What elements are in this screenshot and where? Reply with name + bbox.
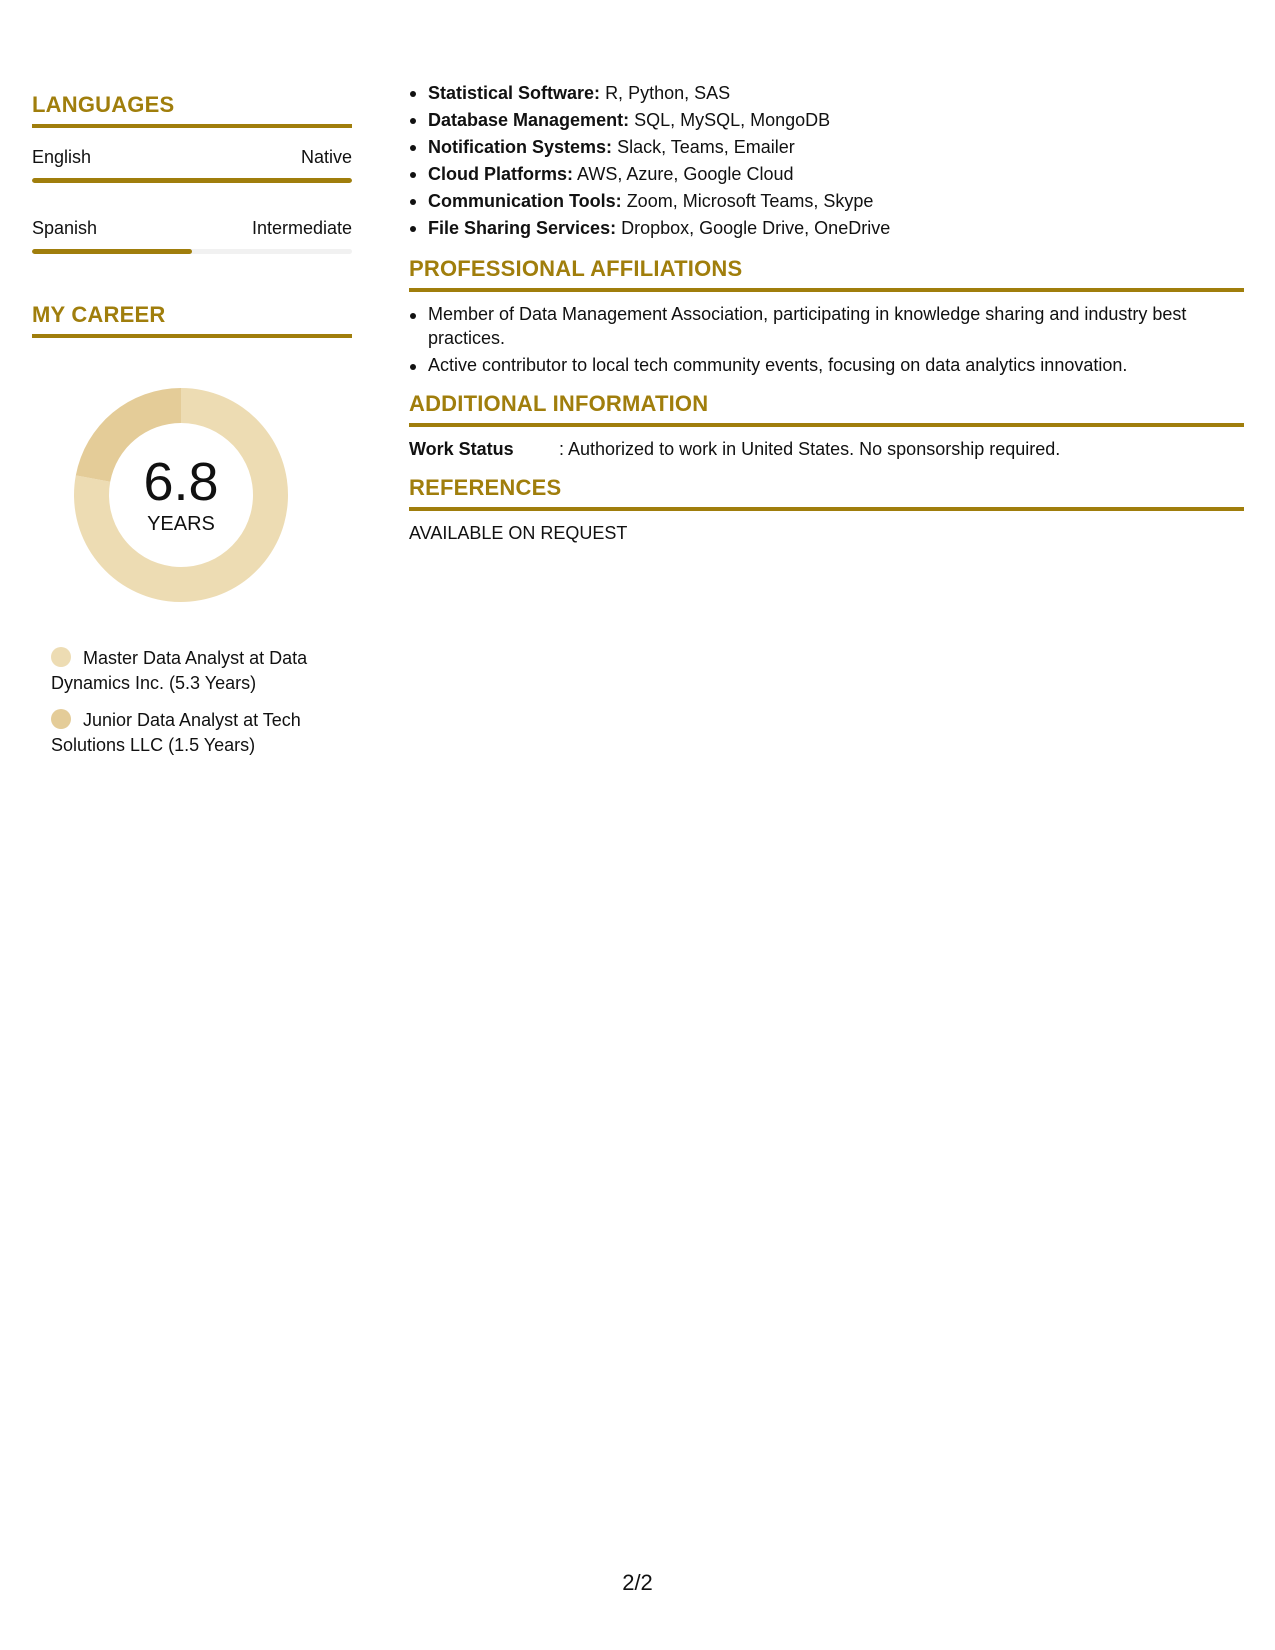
- career-title: MY CAREER: [32, 302, 352, 338]
- affiliations-list: [409, 302, 1244, 377]
- additional-info-title: ADDITIONAL INFORMATION: [409, 391, 1244, 427]
- references-title: REFERENCES: [409, 475, 1244, 511]
- skill-name: Cloud Platforms:: [428, 164, 574, 184]
- languages-section: [32, 92, 352, 254]
- skill-name: Database Management:: [428, 110, 630, 130]
- language-row: [32, 217, 352, 239]
- legend-item: [51, 708, 341, 758]
- skill-name: Statistical Software:: [428, 83, 601, 103]
- language-name: Spanish: [32, 218, 98, 238]
- left-column: [32, 92, 352, 770]
- skill-item: [428, 161, 1244, 188]
- skill-value: Slack, Teams, Emailer: [617, 137, 795, 157]
- additional-info-section: [409, 391, 1244, 461]
- languages-title: LANGUAGES: [32, 92, 352, 128]
- language-row: [32, 146, 352, 168]
- references-text: AVAILABLE ON REQUEST: [409, 523, 628, 543]
- language-level: Native: [300, 147, 352, 167]
- skill-value: SQL, MySQL, MongoDB: [634, 110, 831, 130]
- page-number: 2/2: [622, 1570, 653, 1595]
- affiliations-section: [409, 256, 1244, 377]
- language-bar: [32, 178, 352, 183]
- work-status-label: Work Status: [409, 439, 514, 459]
- legend-item: [51, 646, 341, 696]
- right-column: [409, 80, 1244, 545]
- language-list: [32, 146, 352, 254]
- language-name: English: [32, 147, 92, 167]
- skill-item: [428, 107, 1244, 134]
- language-bar: [32, 249, 352, 254]
- skill-item: [428, 80, 1244, 107]
- skill-value: Zoom, Microsoft Teams, Skype: [626, 191, 874, 211]
- career-donut-chart: [66, 380, 296, 610]
- legend-label: Junior Data Analyst at Tech Solutions LLC (1.5 Years): [51, 710, 301, 755]
- legend-dot-icon: [51, 709, 71, 729]
- skill-value: AWS, Azure, Google Cloud: [577, 164, 794, 184]
- skill-name: File Sharing Services:: [428, 218, 617, 238]
- references-section: [409, 475, 1244, 545]
- skill-item: [428, 188, 1244, 215]
- work-status-row: [409, 437, 1244, 461]
- skill-name: Communication Tools:: [428, 191, 622, 211]
- language-item-english: [32, 146, 352, 183]
- legend-dot-icon: [51, 647, 71, 667]
- donut-center: [66, 380, 296, 610]
- legend-label: Master Data Analyst at Data Dynamics Inc. (5.3 Years): [51, 648, 308, 693]
- skill-name: Notification Systems:: [428, 137, 613, 157]
- skills-list: [409, 80, 1244, 242]
- affiliations-title: PROFESSIONAL AFFILIATIONS: [409, 256, 1244, 292]
- career-section: [32, 302, 352, 758]
- career-total-value: 6.8: [143, 452, 219, 512]
- language-bar-fill: [32, 178, 352, 183]
- career-total-unit: YEARS: [147, 513, 215, 535]
- language-bar-fill: [32, 249, 192, 254]
- language-level: Intermediate: [251, 218, 352, 238]
- affiliation-item: Member of Data Management Association, participating in knowledge sharing and industry best practices.: [428, 302, 1244, 350]
- skill-item: [428, 215, 1244, 242]
- language-item-spanish: [32, 217, 352, 254]
- skill-item: [428, 134, 1244, 161]
- skill-value: Dropbox, Google Drive, OneDrive: [621, 218, 891, 238]
- affiliation-item: Active contributor to local tech community events, focusing on data analytics innovation.: [428, 353, 1244, 377]
- work-status-value: : Authorized to work in United States. No sponsorship required.: [559, 439, 1061, 459]
- career-legend: [51, 646, 341, 758]
- skill-value: R, Python, SAS: [605, 83, 731, 103]
